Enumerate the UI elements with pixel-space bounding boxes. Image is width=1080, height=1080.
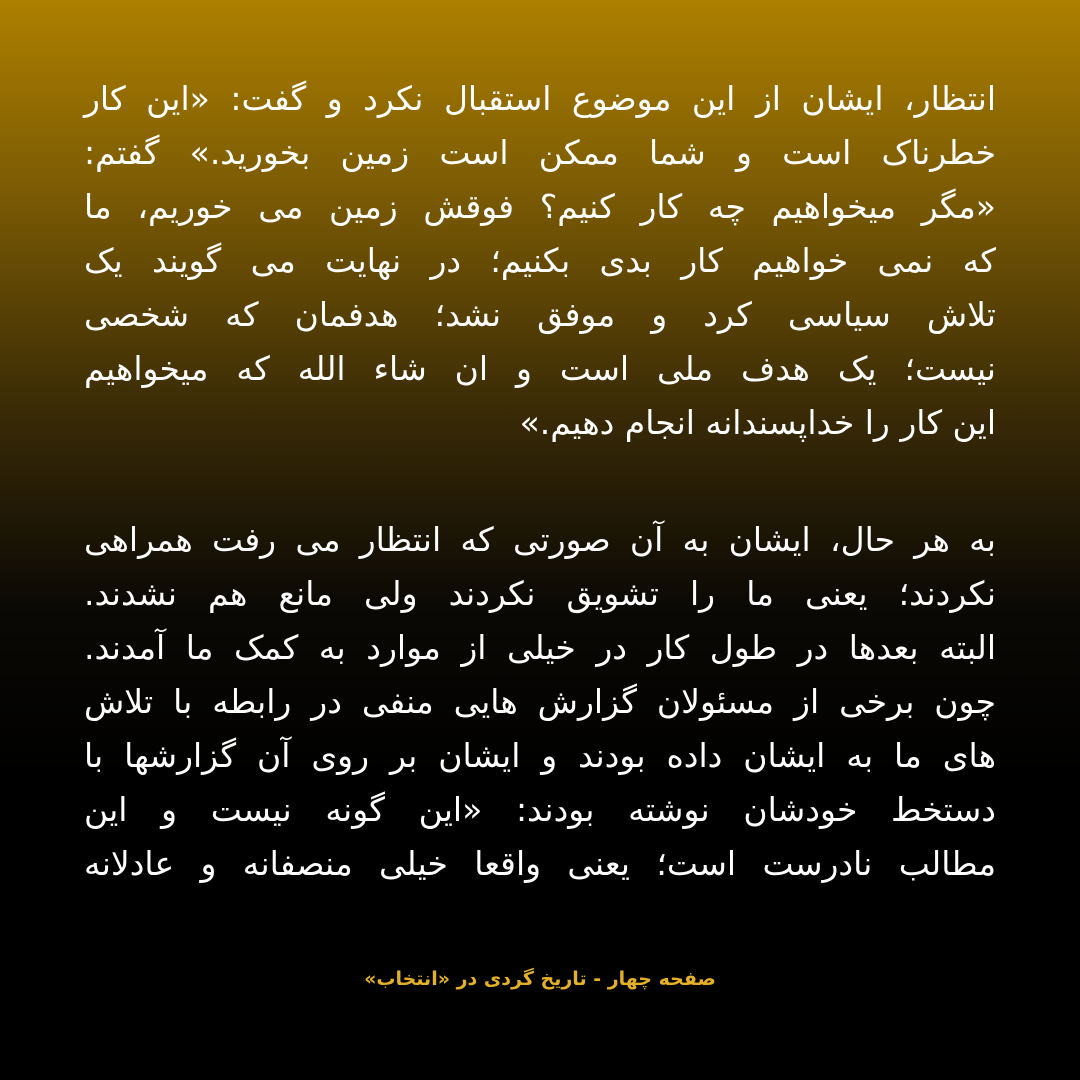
text-line: این کار را خداپسندانه انجام دهیم.» [519,403,996,442]
text-line: به هر حال، ایشان به آن صورتی که انتظار می رفت همراهی [84,520,996,559]
text-line: های ما به ایشان داده بودند و ایشان بر روی آن گزارشها با [84,736,996,775]
page-footer-caption: صفحه چهار - تاریخ گردی در «انتخاب» [364,968,716,990]
text-line: نکردند؛ یعنی ما را تشویق نکردند ولی مانع هم نشدند. [84,574,996,613]
text-line: دستخط خودشان نوشته بودند: «این گونه نیست و این [84,790,996,829]
text-line: انتظار، ایشان از این موضوع استقبال نکرد و گفت: «این کار [84,79,996,118]
text-line: البته بعدها در طول کار در خیلی از موارد به کمک ما آمدند. [84,628,996,667]
text-line: تلاش سیاسی کرد و موفق نشد؛ هدفمان که شخصی [84,295,996,334]
text-line: نیست؛ یک هدف ملی است و ان شاء الله که میخواهیم [84,349,996,388]
paragraph-2 [84,513,996,891]
text-line: خطرناک است و شما ممکن است زمین بخورید.» گفتم: [84,133,996,172]
text-line: مطالب نادرست است؛ یعنی واقعا خیلی منصفانه و عادلانه [84,844,996,883]
text-line: که نمی خواهیم کار بدی بکنیم؛ در نهایت می گویند یک [84,241,996,280]
paragraph-1 [84,72,996,450]
text-line: چون برخی از مسئولان گزارش هایی منفی در رابطه با تلاش [84,682,996,721]
text-line: «مگر میخواهیم چه کار کنیم؟ فوقش زمین می خوریم، ما [84,187,996,226]
